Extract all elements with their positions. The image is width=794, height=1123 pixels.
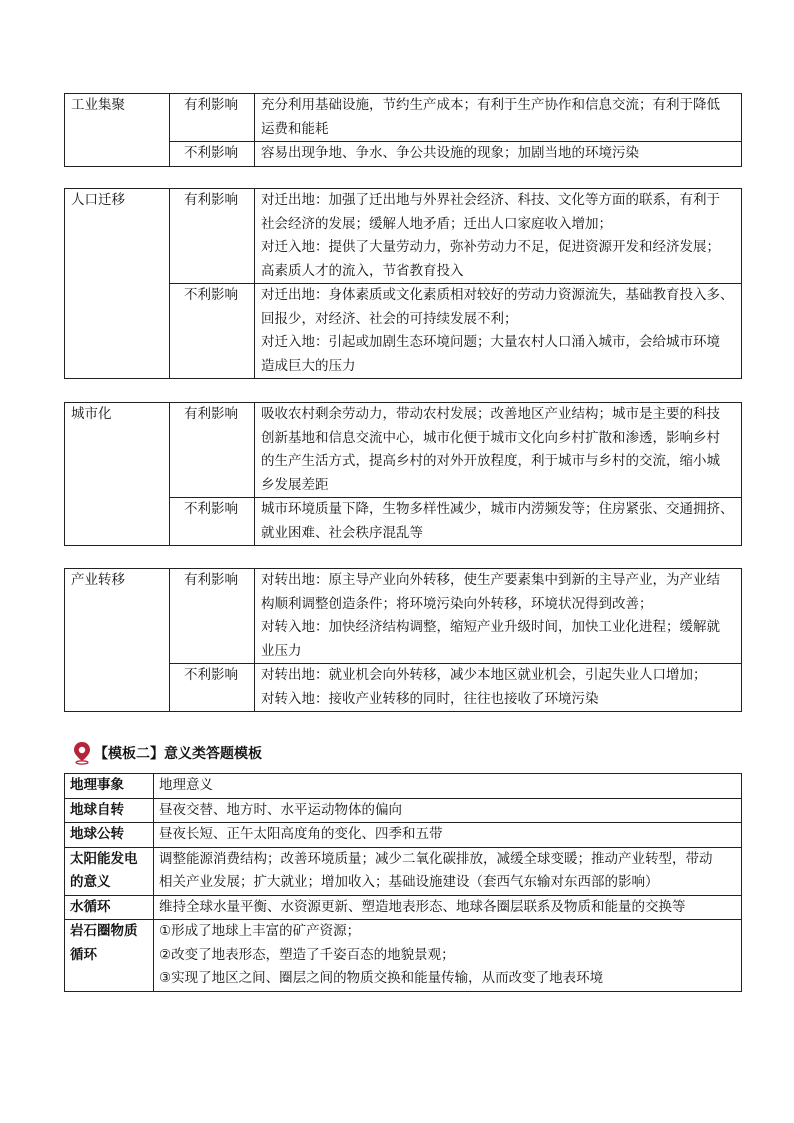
industrial-transfer-table (64, 568, 742, 712)
meaning-cell: 昼夜长短、正午太阳高度角的变化、四季和五带 (154, 823, 742, 848)
kind-cell: 不利影响 (170, 284, 255, 379)
description-cell: 容易出现争地、争水、争公共设施的现象；加剧当地的环境污染 (255, 142, 742, 167)
kind-cell: 不利影响 (170, 664, 255, 712)
kind-cell: 有利影响 (170, 189, 255, 284)
kind-cell: 有利影响 (170, 403, 255, 498)
table-row (65, 920, 742, 992)
topic-cell: 城市化 (65, 403, 170, 546)
table-row (65, 895, 742, 920)
kind-cell: 有利影响 (170, 94, 255, 142)
meaning-template-table (64, 773, 742, 992)
term-cell: 岩石圈物质 循环 (65, 920, 154, 992)
template-two-heading (72, 740, 262, 766)
description-cell: 城市环境质量下降，生物多样性减少，城市内涝频发等；住房紧张、交通拥挤、 就业困难、社会秩序混乱等 (255, 498, 742, 546)
section-title: 【模板二】意义类答题模板 (94, 746, 262, 762)
map-pin-icon (72, 741, 92, 765)
table-row (65, 823, 742, 848)
term-cell: 地理事象 (65, 774, 154, 799)
kind-cell: 不利影响 (170, 142, 255, 167)
meaning-cell: 维持全球水量平衡、水资源更新、塑造地表形态、地球各圈层联系及物质和能量的交换等 (154, 895, 742, 920)
table-row (65, 774, 742, 799)
meaning-cell: ①形成了地球上丰富的矿产资源； ②改变了地表形态，塑造了千姿百态的地貌景观； ③实现了地区之间、圈层之间的物质交换和能量传输，从而改变了地表环境 (154, 920, 742, 992)
table-row (65, 798, 742, 823)
population-migration-table (64, 188, 742, 379)
meaning-cell: 地理意义 (154, 774, 742, 799)
description-cell: 对转出地：原主导产业向外转移，使生产要素集中到新的主导产业，为产业结 构顺利调整创造条件；将环境污染向外转移，环境状况得到改善； 对转入地：加快经济结构调整，缩短产业升级时间，加快工业化进程；缓解就 业压力 (255, 569, 742, 664)
description-cell: 吸收农村剩余劳动力，带动农村发展；改善地区产业结构；城市是主要的科技 创新基地和信息交流中心，城市化便于城市文化向乡村扩散和渗透，影响乡村 的生产生活方式，提高乡村的对外开放程度，利于城市与乡村的交流，缩小城 乡发展差距 (255, 403, 742, 498)
description-cell: 对转出地：就业机会向外转移，减少本地区就业机会，引起失业人口增加； 对转入地：接收产业转移的同时，往往也接收了环境污染 (255, 664, 742, 712)
term-cell: 地球公转 (65, 823, 154, 848)
topic-cell: 人口迁移 (65, 189, 170, 379)
term-cell: 地球自转 (65, 798, 154, 823)
term-cell: 太阳能发电 的意义 (65, 847, 154, 895)
description-cell: 充分利用基础设施，节约生产成本；有利于生产协作和信息交流；有利于降低 运费和能耗 (255, 94, 742, 142)
description-cell: 对迁出地：身体素质或文化素质相对较好的劳动力资源流失，基础教育投入多、 回报少，对经济、社会的可持续发展不利； 对迁入地：引起或加剧生态环境问题；大量农村人口涌入城市，会给城市环境 造成巨大的压力 (255, 284, 742, 379)
topic-cell: 产业转移 (65, 569, 170, 712)
urbanization-table (64, 402, 742, 546)
topic-cell: 工业集聚 (65, 94, 170, 167)
description-cell: 对迁出地：加强了迁出地与外界社会经济、科技、文化等方面的联系，有利于 社会经济的发展；缓解人地矛盾；迁出人口家庭收入增加； 对迁入地：提供了大量劳动力，弥补劳动力不足，促进资源开发和经济发展； 高素质人才的流入，节省教育投入 (255, 189, 742, 284)
industrial-agglomeration-table (64, 93, 742, 167)
kind-cell: 有利影响 (170, 569, 255, 664)
kind-cell: 不利影响 (170, 498, 255, 546)
meaning-cell: 昼夜交替、地方时、水平运动物体的偏向 (154, 798, 742, 823)
term-cell: 水循环 (65, 895, 154, 920)
table-row (65, 847, 742, 895)
meaning-cell: 调整能源消费结构；改善环境质量；减少二氧化碳排放，减缓全球变暖；推动产业转型，带动 相关产业发展；扩大就业；增加收入；基础设施建设（套西气东输对东西部的影响） (154, 847, 742, 895)
